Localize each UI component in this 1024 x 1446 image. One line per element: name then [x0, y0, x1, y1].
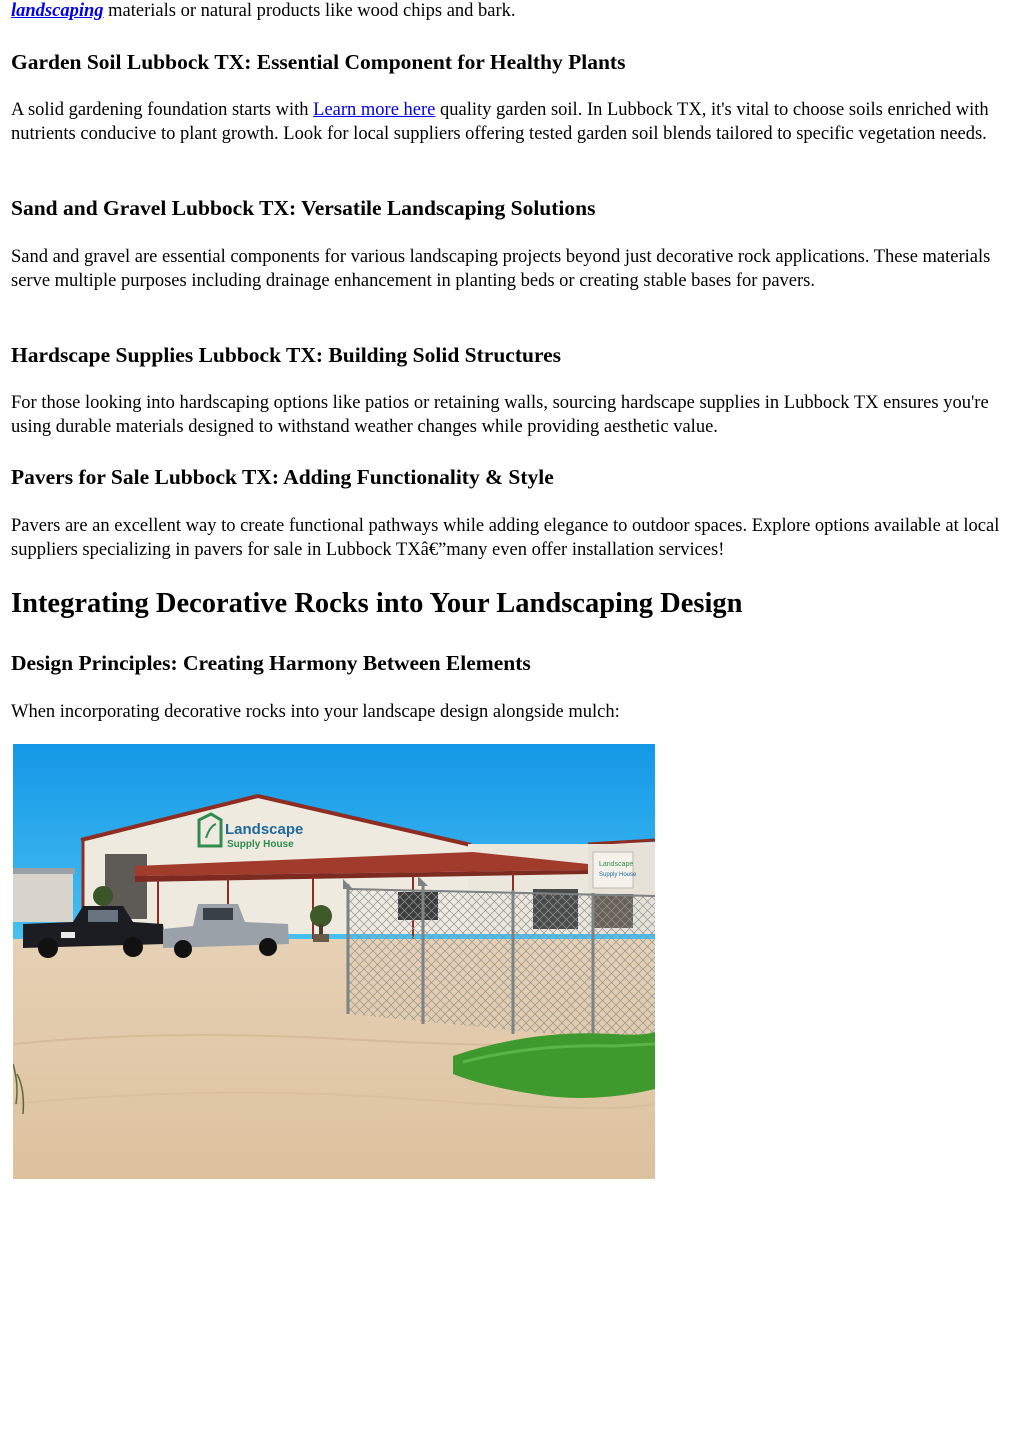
side-sign	[593, 852, 637, 888]
design-body: When incorporating decorative rocks into your landscape design alongside mulch:	[11, 702, 620, 722]
bush	[93, 886, 113, 906]
section-body-sand-gravel: Sand and gravel are essential components for various landscaping projects beyond just decorative rock applications. These materials serve multiple purposes including drainage enhancement in planting beds or creating stable bases for pavers.	[11, 247, 991, 291]
section-heading-pavers: Pavers for Sale Lubbock TX: Adding Functionality & Style	[11, 465, 554, 489]
section-heading-hardscape: Hardscape Supplies Lubbock TX: Building Solid Structures	[11, 343, 562, 367]
section-body-hardscape: For those looking into hardscaping options like patios or retaining walls, sourcing hardscape supplies in Lubbock TX ensures you're using durable materials designed to withstand weather changes while providing aesthetic value.	[11, 393, 989, 437]
section-body-garden-soil	[11, 99, 1011, 146]
garden-soil-text-before: A solid gardening foundation starts with	[11, 100, 314, 120]
side-sign-line-1: Landscape	[599, 861, 634, 868]
sign-line-2: Supply House	[227, 839, 294, 850]
learn-more-link[interactable]: Learn more here	[313, 100, 436, 120]
main-heading: Integrating Decorative Rocks into Your Landscaping Design	[11, 588, 743, 619]
section-body-pavers: Pavers are an excellent way to create functional pathways while adding elegance to outdoor spaces. Explore options available at local suppliers specializing in pavers for sale in Lubbock TXâ€”many even offer installation services!	[11, 516, 1000, 560]
sign-line-1: Landscape	[225, 821, 304, 838]
storefront-illustration	[13, 744, 655, 1179]
garden-soil-text-after: quality garden soil. In Lubbock TX, it's vital to choose soils enriched with nutrients conducive to plant growth. Look for local suppliers offering tested garden soil blends tailored to specific vegetation needs.	[11, 100, 989, 144]
design-heading: Design Principles: Creating Harmony Between Elements	[11, 651, 531, 675]
intro-text: materials or natural products like wood chips and bark.	[103, 1, 516, 21]
section-heading-garden-soil: Garden Soil Lubbock TX: Essential Component for Healthy Plants	[11, 50, 626, 74]
landscaping-link[interactable]: landscaping	[11, 1, 104, 21]
section-heading-sand-gravel: Sand and Gravel Lubbock TX: Versatile Landscaping Solutions	[11, 196, 596, 220]
intro-paragraph	[11, 0, 1011, 24]
left-shed	[13, 872, 73, 922]
side-sign-line-2: Supply House	[599, 872, 637, 878]
small-tree	[310, 905, 332, 942]
landscape-supply-house-photo	[13, 744, 655, 1179]
main-sign	[193, 814, 303, 850]
